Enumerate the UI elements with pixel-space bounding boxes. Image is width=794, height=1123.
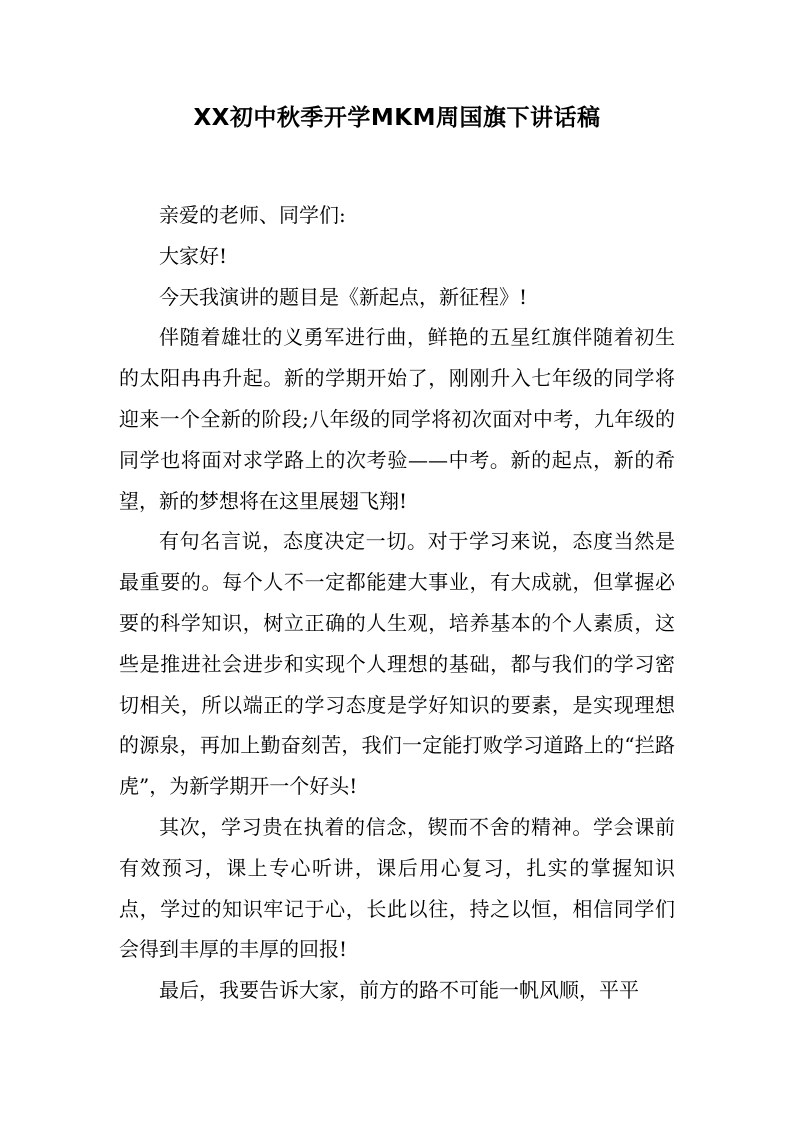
greeting: 大家好! [159, 243, 228, 268]
paragraph-opening: 伴随着雄壮的义勇军进行曲，鲜艳的五星红旗伴随着初生的太阳冉冉升起。新的学期开始了，刚刚升入七年级的同学将迎来一个全新的阶段;八年级的同学将初次面对中考，九年级的同学也将面对求学路上的次考验——中考。新的起点，新的希望，新的梦想将在这里展翅飞翔! [119, 325, 675, 513]
paragraph-perseverance: 其次，学习贵在执着的信念，锲而不舍的精神。学会课前有效预习，课上专心听讲，课后用心复习，扎实的掌握知识点，学过的知识牢记于心，长此以往，持之以恒，相信同学们会得到丰厚的丰厚的回报! [119, 814, 675, 962]
paragraph-closing: 最后，我要告诉大家，前方的路不可能一帆风顺，平平 [159, 978, 639, 1003]
document-title: XX初中秋季开学MKM周国旗下讲话稿 [193, 105, 601, 131]
paragraph-attitude: 有句名言说，态度决定一切。对于学习来说，态度当然是最重要的。每个人不一定都能建大事业，有大成就，但掌握必要的科学知识，树立正确的人生观，培养基本的个人素质，这些是推进社会进步和实现个人理想的基础，都与我们的学习密切相关，所以端正的学习态度是学好知识的要素，是实现理想的源泉，再加上勤奋刻苦，我们一定能打败学习道路上的“拦路虎”，为新学期开一个好头! [119, 529, 675, 799]
speech-topic: 今天我演讲的题目是《新起点，新征程》! [159, 284, 528, 309]
salutation: 亲爱的老师、同学们: [159, 203, 346, 227]
document-body [119, 195, 675, 1011]
